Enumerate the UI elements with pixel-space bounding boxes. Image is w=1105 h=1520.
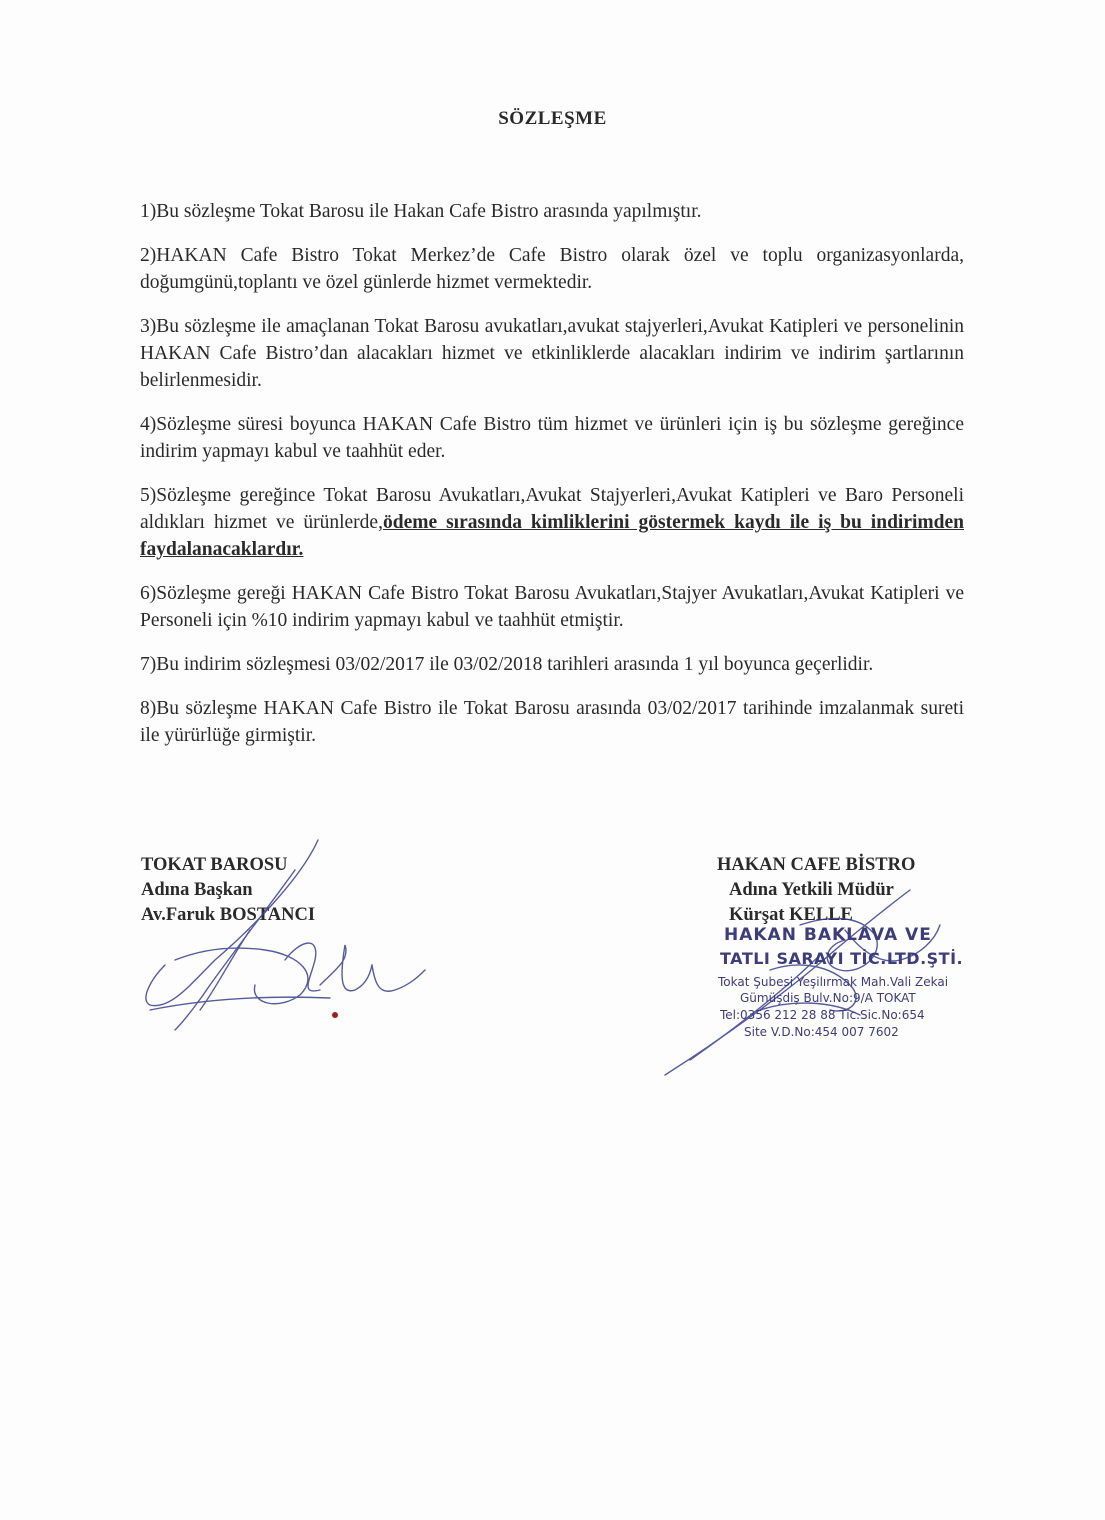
stamp-line-3: Tokat Şubesi Yeşilırmak Mah.Vali Zekai <box>718 975 949 989</box>
right-signature-icon <box>665 890 940 1075</box>
paragraph-7: 7)Bu indirim sözleşmesi 03/02/2017 ile 03/02/2018 tarihleri arasında 1 yıl boyunca geçerlidir. <box>140 654 874 675</box>
paragraph-5-emphasis: ödeme sırasında kimliklerini göstermek kaydı ile iş bu indirimden faydalanacaklardır. <box>140 512 964 560</box>
paragraph-1: 1)Bu sözleşme Tokat Barosu ile Hakan Cafe Bistro arasında yapılmıştır. <box>140 201 702 222</box>
stamp-line-5: Tel:0356 212 28 88 Tic.Sic.No:654 <box>720 1008 925 1022</box>
document-title: SÖZLEŞME <box>498 108 607 129</box>
paragraph-2: 2)HAKAN Cafe Bistro Tokat Merkez’de Cafe Bistro olarak özel ve toplu organizasyonlarda, doğumgünü,toplantı ve özel günlerde hizmet vermektedir. <box>140 245 964 293</box>
paragraph-4: 4)Sözleşme süresi boyunca HAKAN Cafe Bistro tüm hizmet ve ürünleri için iş bu sözleşme gereğince indirim yapmayı kabul ve taahhüt eder. <box>140 414 964 462</box>
left-signature-icon <box>146 840 425 1030</box>
ink-dot-icon <box>332 1012 338 1018</box>
stamp-line-2: TATLI SARAYI TİC.LTD.ŞTİ. <box>720 949 964 968</box>
paragraph-6: 6)Sözleşme gereği HAKAN Cafe Bistro Tokat Barosu Avukatları,Stajyer Avukatları,Avukat Katipleri ve Personeli için %10 indirim yapmayı kabul ve taahhüt etmiştir. <box>140 583 964 631</box>
paragraph-3: 3)Bu sözleşme ile amaçlanan Tokat Barosu avukatları,avukat stajyerleri,Avukat Katipleri ve personelinin HAKAN Cafe Bistro’dan alacakları hizmet ve etkinliklerde alacakları indirim ve indirim şartlarının belirlenmesidir. <box>140 316 964 391</box>
stamp-line-1: HAKAN BAKLAVA VE <box>724 925 932 945</box>
right-role: Adına Yetkili Müdür <box>729 880 894 900</box>
left-name: Av.Faruk BOSTANCI <box>141 905 316 925</box>
left-org: TOKAT BAROSU <box>141 855 288 875</box>
paragraph-8: 8)Bu sözleşme HAKAN Cafe Bistro ile Tokat Barosu arasında 03/02/2017 tarihinde imzalanmak sureti ile yürürlüğe girmiştir. <box>140 698 964 746</box>
paragraph-5-text: 5)Sözleşme gereğince Tokat Barosu Avukatları,Avukat Stajyerleri,Avukat Katipleri ve Baro Personeli aldıkları hizmet ve ürünlerde, <box>140 485 964 533</box>
left-role: Adına Başkan <box>141 880 253 900</box>
right-org: HAKAN CAFE BİSTRO <box>717 855 916 875</box>
stamp-line-4: Gümüşdiş Bulv.No:9/A TOKAT <box>740 991 916 1005</box>
right-name: Kürşat KELLE <box>729 905 853 925</box>
stamp-line-6: Site V.D.No:454 007 7602 <box>744 1025 899 1039</box>
